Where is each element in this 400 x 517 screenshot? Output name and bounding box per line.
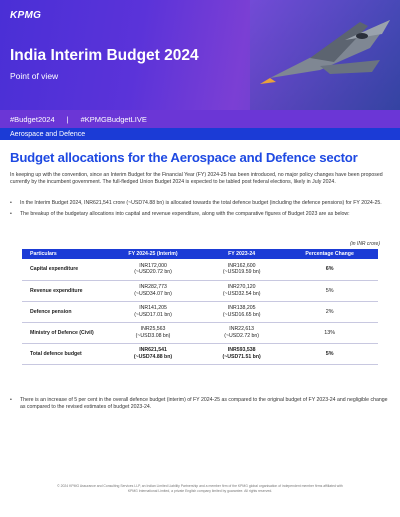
table-row <box>22 259 378 280</box>
copyright-footer <box>20 484 380 494</box>
row-label: Defence pension <box>22 301 104 322</box>
column-header: FY 2024-25 (Interim) <box>104 249 202 259</box>
fy25-cell: INR282,773 (~USD34.07 bn) <box>104 280 202 301</box>
hero-banner <box>0 0 400 110</box>
change-cell: 6% <box>281 259 378 280</box>
change-cell: 2% <box>281 301 378 322</box>
section-heading: Budget allocations for the Aerospace and Defence sector <box>10 150 358 165</box>
fy24-cell: INR162,600 (~USD19.59 bn) <box>202 259 281 280</box>
budget-table <box>22 249 378 365</box>
list-item <box>10 397 388 411</box>
list-item <box>10 211 388 218</box>
column-header: Particulars <box>22 249 104 259</box>
list-item <box>10 200 388 207</box>
bullet-dot-icon: • <box>10 397 12 403</box>
bullet-text: There is an increase of 5 per cent in the overall defence budget (interim) of FY 2024-25 as compared to the original budget of FY 2023-24 and negligible change as compared to the revised estimates of budget 2023-24. <box>20 397 388 410</box>
column-header: Percentage Change <box>281 249 378 259</box>
table-header-row <box>22 249 378 259</box>
hashtag-bar <box>0 110 400 128</box>
bullet-list <box>10 200 388 222</box>
fy25-cell: INR172,000 (~USD20.72 bn) <box>104 259 202 280</box>
fy24-cell: INR22,613 (~USD2.72 bn) <box>202 322 281 343</box>
table-row-total <box>22 343 378 364</box>
hashtag-kpmg: #KPMGBudgetLIVE <box>80 114 147 124</box>
table-row <box>22 280 378 301</box>
row-label: Total defence budget <box>22 343 104 364</box>
fy24-cell: INR270,120 (~USD32.54 bn) <box>202 280 281 301</box>
intro-paragraph: In keeping up with the convention, since an Interim Budget for the Financial Year (FY) 2024-25 has been introduced, no major policy changes have been proposed currently by the incumbent government. The full-fledged Union Budget 2024 is expected to be tabled post federal elections, likely in July 2024. <box>10 172 383 185</box>
bullet-text: The breakup of the budgetary allocations into capital and revenue expenditure, along with the comparative figures of Budget 2023 are as below: <box>20 211 350 217</box>
row-label: Capital expenditure <box>22 259 104 280</box>
footer-line: KPMG International Limited, a private English company limited by guarantee. All rights reserved. <box>127 489 273 493</box>
change-cell: 5% <box>281 280 378 301</box>
fighter-jet-image <box>250 0 400 110</box>
column-header: FY 2023-24 <box>202 249 281 259</box>
table-row <box>22 322 378 343</box>
footer-line: © 2024 KPMG Assurance and Consulting Services LLP, an Indian Limited Liability Partnership and a member firm of the KPMG global organisation of independent member firms affiliated with <box>57 484 343 488</box>
row-label: Ministry of Defence (Civil) <box>22 322 104 343</box>
bullet-text: In the Interim Budget 2024, INR621,541 crore (~USD74.88 bn) is allocated towards the total defence budget (including the defence pensions) for FY 2024-25. <box>20 200 382 206</box>
fy25-cell: INR621,541 (~USD74.88 bn) <box>104 343 202 364</box>
fy25-cell: INR25,563 (~USD3.08 bn) <box>104 322 202 343</box>
change-cell: 13% <box>281 322 378 343</box>
hashtag-budget: #Budget2024 <box>10 114 55 124</box>
bullet-list <box>10 397 388 415</box>
table-row <box>22 301 378 322</box>
kpmg-logo: KPMG <box>10 10 42 21</box>
row-label: Revenue expenditure <box>22 280 104 301</box>
unit-note: (in INR crore) <box>349 241 380 247</box>
change-cell: 5% <box>281 343 378 364</box>
page-subtitle: Point of view <box>10 71 59 81</box>
hashtag-separator: | <box>66 114 69 124</box>
sector-bar: Aerospace and Defence <box>0 128 400 140</box>
bullet-dot-icon: • <box>10 200 12 206</box>
bullet-dot-icon: • <box>10 211 12 217</box>
fy25-cell: INR141,205 (~USD17.01 bn) <box>104 301 202 322</box>
fy24-cell: INR593,538 (~USD71.51 bn) <box>202 343 281 364</box>
fy24-cell: INR138,205 (~USD16.65 bn) <box>202 301 281 322</box>
page-title: India Interim Budget 2024 <box>10 47 199 64</box>
